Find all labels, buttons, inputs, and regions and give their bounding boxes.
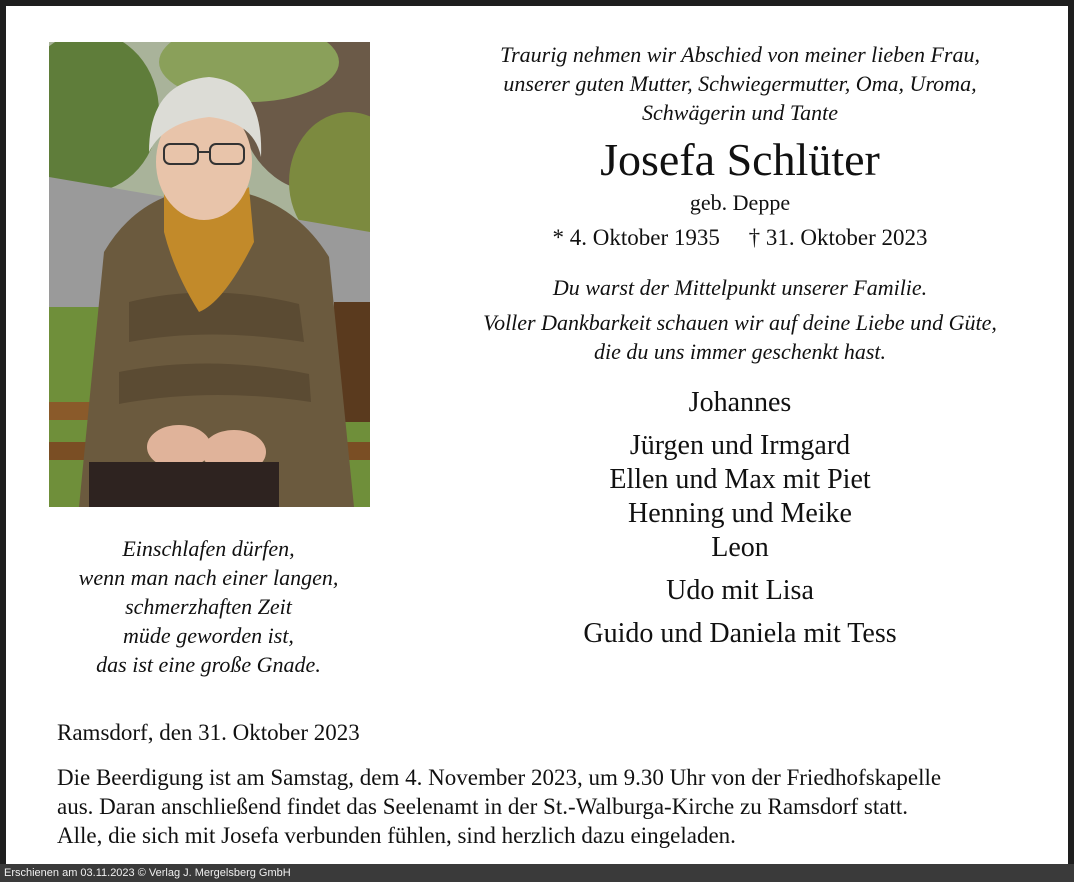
burial-line: aus. Daran anschließend findet das Seelenamt in der St.-Walburga-Kirche zu Ramsdorf statt. xyxy=(57,794,909,819)
family-member: Udo mit Lisa xyxy=(666,575,814,606)
maiden-name: geb. Deppe xyxy=(689,190,791,215)
family-member: Leon xyxy=(711,532,769,563)
publication-footer: Erschienen am 03.11.2023 © Verlag J. Mergelsberg GmbH xyxy=(0,864,1074,882)
family-husband: Johannes xyxy=(688,387,792,418)
family-member: Guido und Daniela mit Tess xyxy=(583,618,897,649)
burial-line: Alle, die sich mit Josefa verbunden fühlen, sind herzlich dazu eingeladen. xyxy=(57,823,736,848)
family-group-children xyxy=(401,429,1074,565)
poem-line: das ist eine große Gnade. xyxy=(96,652,321,677)
life-dates: * 4. Oktober 1935 † 31. Oktober 2023 xyxy=(552,225,928,250)
poem-line: wenn man nach einer langen, xyxy=(78,565,339,590)
quote-family: Du warst der Mittelpunkt unserer Familie. xyxy=(552,275,928,300)
quote-line: Voller Dankbarkeit schauen wir auf deine Liebe und Güte, xyxy=(483,310,997,335)
deceased-name: Josefa Schlüter xyxy=(600,134,880,185)
intro-line: Traurig nehmen wir Abschied von meiner lieben Frau, xyxy=(500,42,980,67)
quote-line: die du uns immer geschenkt hast. xyxy=(593,339,887,364)
family-member: Jürgen und Irmgard xyxy=(629,430,851,461)
family-member: Henning und Meike xyxy=(628,498,852,529)
burial-line: Die Beerdigung ist am Samstag, dem 4. November 2023, um 9.30 Uhr von der Friedhofskapelle xyxy=(57,765,942,790)
burial-info xyxy=(57,763,1057,850)
portrait-photo xyxy=(49,42,370,507)
poem-line: müde geworden ist, xyxy=(123,623,294,648)
intro-line: Schwägerin und Tante xyxy=(642,100,838,125)
family-member: Ellen und Max mit Piet xyxy=(609,464,871,495)
poem-line: Einschlafen dürfen, xyxy=(122,536,295,561)
quote-gratitude xyxy=(401,308,1074,366)
poem xyxy=(36,534,381,679)
announcement-text xyxy=(401,36,1074,651)
intro-text xyxy=(401,40,1074,127)
place-date: Ramsdorf, den 31. Oktober 2023 xyxy=(57,720,360,745)
intro-line: unserer guten Mutter, Schwiegermutter, Oma, Uroma, xyxy=(503,71,977,96)
poem-line: schmerzhaften Zeit xyxy=(125,594,292,619)
